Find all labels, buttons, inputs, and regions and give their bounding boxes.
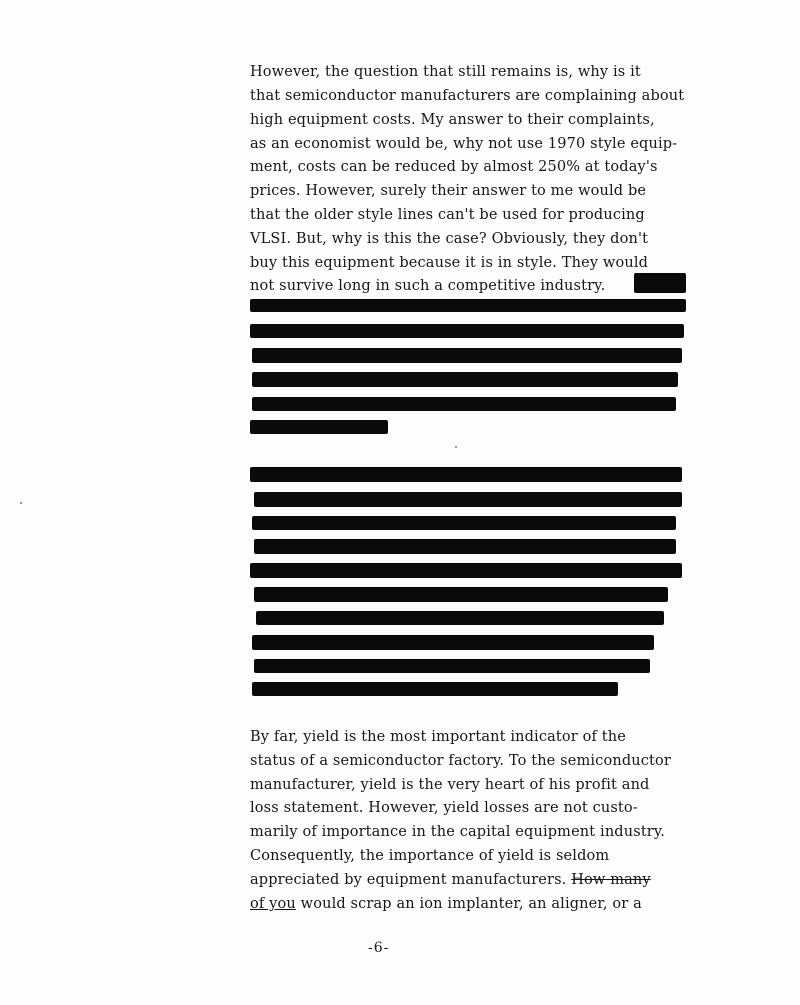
paragraph-3-line-4: loss statement. However, yield losses are not custo- <box>250 800 638 816</box>
struck-text: How many <box>571 872 651 888</box>
paragraph-1-line-1: However, the question that still remains is, why is it <box>250 64 641 80</box>
paragraph-3-line-8-text: would scrap an ion implanter, an aligner, or a <box>295 896 642 912</box>
paragraph-1-line-9: buy this equipment because it is in style. They would <box>250 255 649 271</box>
redaction-bar <box>256 611 664 625</box>
redaction-bar <box>634 273 686 293</box>
paragraph-1-line-2: that semiconductor manufacturers are complaining about <box>250 88 685 104</box>
redaction-bar <box>250 299 686 312</box>
redaction-bar <box>250 467 682 482</box>
redaction-bar <box>252 372 678 387</box>
paragraph-1-line-6: prices. However, surely their answer to me would be <box>250 183 647 199</box>
redaction-bar <box>254 539 676 554</box>
paragraph-3-line-8 <box>250 894 642 914</box>
paragraph-3-line-7-text: appreciated by equipment manufacturers. <box>250 872 567 888</box>
paragraph-3-line-2: status of a semiconductor factory. To the semiconductor <box>250 753 671 769</box>
paragraph-1-line-8: VLSI. But, why is this the case? Obviously, they don't <box>250 231 649 247</box>
redaction-bar <box>254 659 650 673</box>
redaction-bar <box>252 348 682 363</box>
redaction-bar <box>250 324 684 338</box>
redaction-bar <box>252 635 654 650</box>
paragraph-3-line-5: marily of importance in the capital equipment industry. <box>250 824 666 840</box>
struck-underlined-text: of you <box>250 896 296 912</box>
paragraph-1-line-10: not survive long in such a competitive industry. <box>250 278 606 294</box>
scan-speck <box>20 502 22 504</box>
redaction-bar <box>254 587 668 602</box>
paragraph-1-line-4: as an economist would be, why not use 1970 style equip- <box>250 136 678 152</box>
paragraph-1-line-5: ment, costs can be reduced by almost 250% at today's <box>250 159 658 175</box>
page-number: -6- <box>368 940 390 956</box>
redaction-bar <box>254 492 682 507</box>
paragraph-3-line-1: By far, yield is the most important indicator of the <box>250 729 626 745</box>
paragraph-3-line-6: Consequently, the importance of yield is seldom <box>250 848 610 864</box>
paragraph-3-line-3: manufacturer, yield is the very heart of his profit and <box>250 777 650 793</box>
redaction-bar <box>252 682 618 696</box>
paragraph-3-line-7 <box>250 870 651 890</box>
scan-speck <box>455 446 457 448</box>
redaction-bar <box>252 397 676 411</box>
paragraph-1-line-3: high equipment costs. My answer to their complaints, <box>250 112 655 128</box>
redaction-bar <box>252 516 676 530</box>
paragraph-1-line-7: that the older style lines can't be used for producing <box>250 207 645 223</box>
redaction-bar <box>250 420 388 434</box>
redaction-bar <box>250 563 682 578</box>
